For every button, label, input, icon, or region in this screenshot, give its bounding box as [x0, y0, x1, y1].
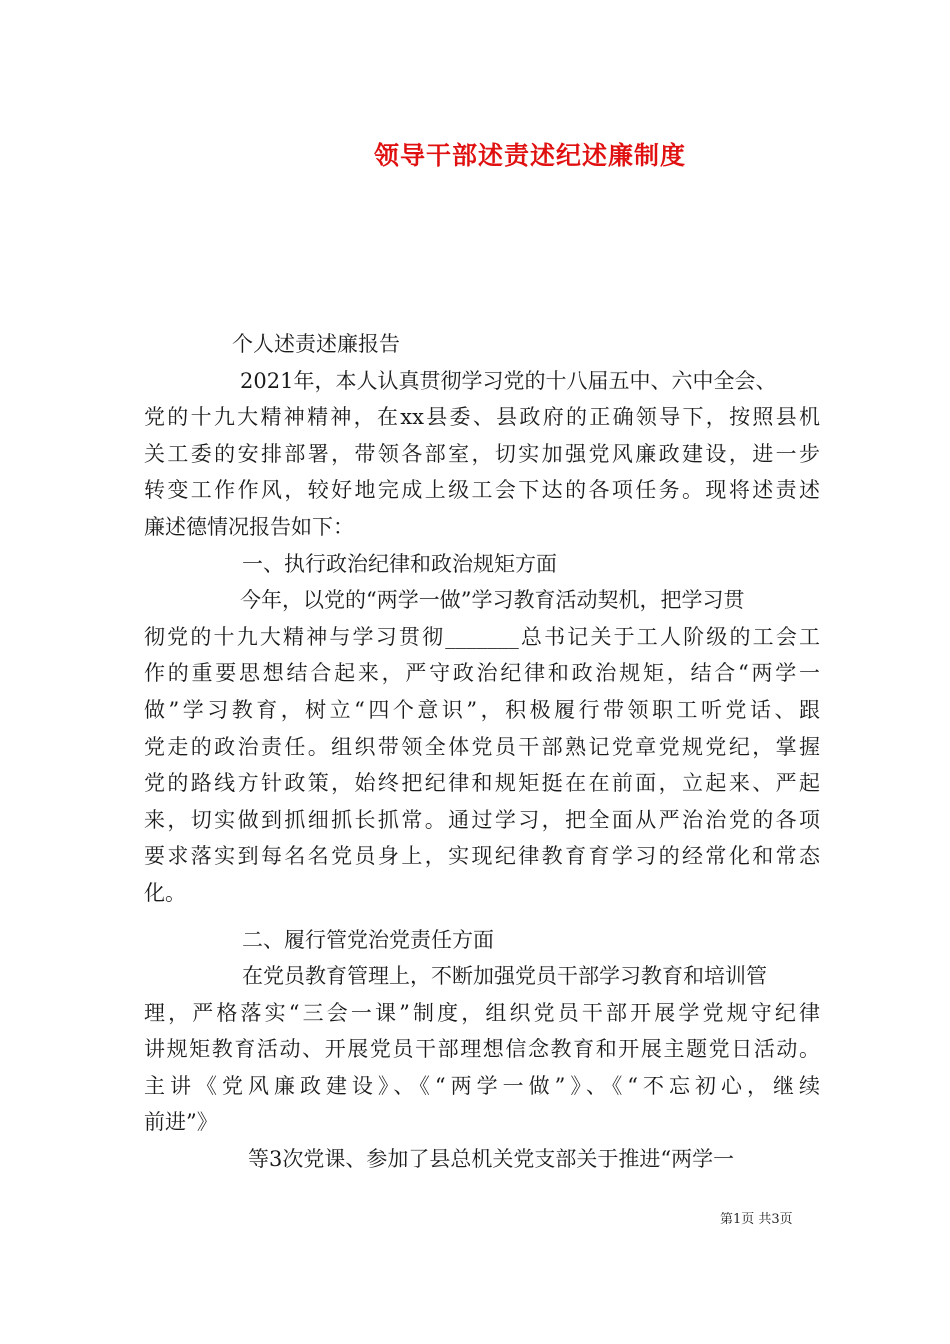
paragraph-line: 廉述德情况报告如下：	[144, 514, 354, 539]
paragraph-line: 等3次党课、参加了县总机关党支部关于推进“两学一	[248, 1147, 735, 1172]
paragraph-line: 转变工作作风，较好地完成上级工会下达的各项任务。现将述责述	[144, 478, 820, 503]
section-heading: 二、履行管党治党责任方面	[242, 927, 494, 952]
paragraph-line: 今年，以党的“两学一做”学习教育活动契机，把学习贯	[240, 588, 745, 613]
report-title: 个人述责述廉报告	[232, 332, 400, 356]
paragraph-line: 在党员教育管理上，不断加强党员干部学习教育和培训管	[242, 964, 767, 989]
spacer	[144, 912, 820, 922]
page-title: 领导干部述责述纪述廉制度	[373, 141, 686, 170]
paragraph-line: 要求落实到每名名党员身上，实现纪律教育育学习的经常化和常态	[144, 844, 820, 869]
section-heading: 一、执行政治纪律和政治规矩方面	[242, 551, 557, 576]
paragraph-line: 讲规矩教育活动、开展党员干部理想信念教育和开展主题党日活动。	[144, 1037, 820, 1062]
paragraph-line: 党的路线方针政策，始终把纪律和规矩挺在在前面，立起来、严起	[144, 771, 820, 796]
paragraph-line: 关工委的安排部署，带领各部室，切实加强党风廉政建设，进一步	[144, 441, 820, 466]
paragraph-line: 化。	[144, 880, 186, 905]
document-body	[144, 326, 820, 1178]
page-footer: 第1页 共3页	[720, 1212, 793, 1227]
paragraph-line: 做”学习教育，树立“四个意识”，积极履行带领职工听党话、跟	[144, 697, 820, 722]
paragraph-line: 前进”》	[144, 1110, 218, 1135]
paragraph-line: 作的重要思想结合起来，严守政治纪律和政治规矩，结合“两学一	[144, 661, 820, 686]
paragraph-line: 来，切实做到抓细抓长抓常。通过学习，把全面从严治治党的各项	[144, 807, 820, 832]
paragraph-line: 党走的政治责任。组织带领全体党员干部熟记党章党规党纪，掌握	[144, 734, 820, 759]
paragraph-line: 党的十九大精神精神，在xx县委、县政府的正确领导下，按照县机	[144, 405, 820, 430]
paragraph-line: 理，严格落实“三会一课”制度，组织党员干部开展学党规守纪律	[144, 1000, 820, 1025]
paragraph-line: 主讲《党风廉政建设》、《“两学一做”》、《“不忘初心，继续	[144, 1073, 820, 1098]
paragraph-line: 2021年，本人认真贯彻学习党的十八届五中、六中全会、	[240, 368, 777, 393]
paragraph-line: 彻党的十九大精神与学习贯彻_______总书记关于工人阶级的工会工	[144, 624, 820, 649]
